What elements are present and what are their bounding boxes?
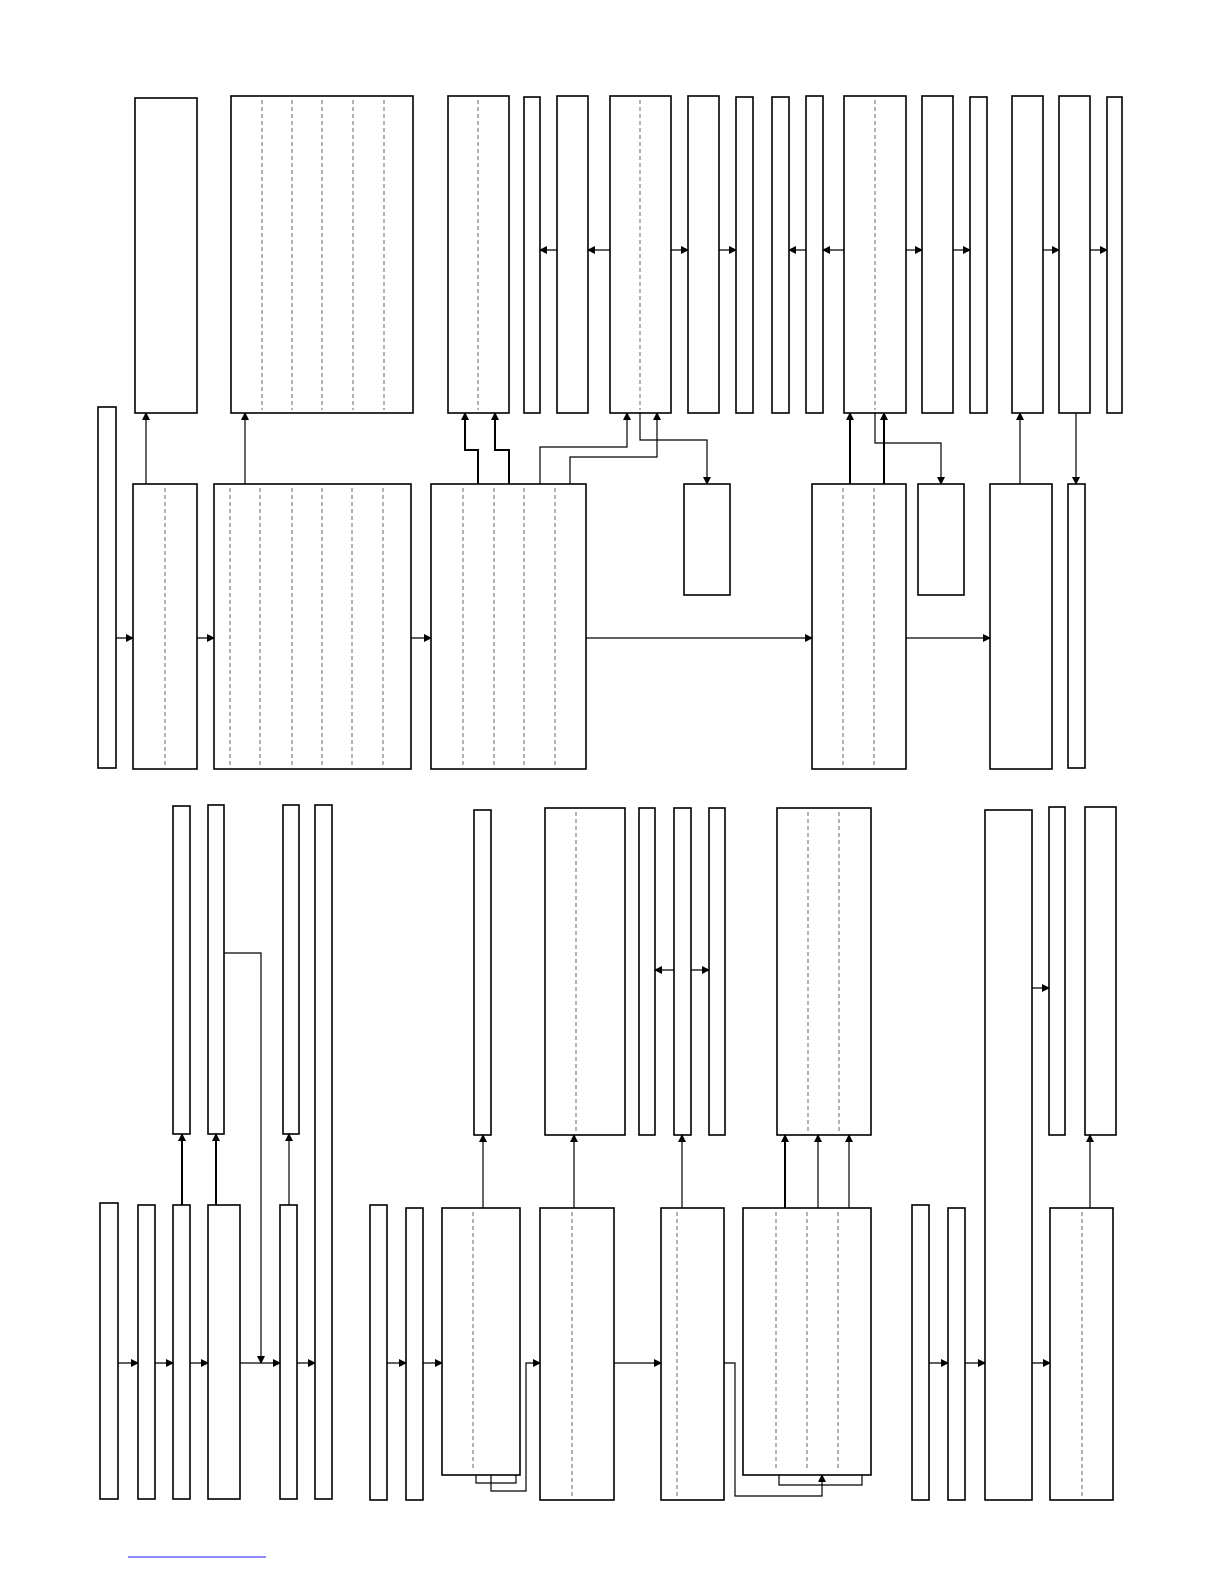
upper-block-b4 xyxy=(524,97,540,413)
upper-block-a2 xyxy=(214,484,411,769)
lower-block-e5 xyxy=(1049,807,1065,1135)
lower-block-d3 xyxy=(639,808,655,1135)
lower-block-e3 xyxy=(985,810,1032,1500)
lower-block-d4 xyxy=(674,808,691,1135)
lower-block-c4 xyxy=(540,1208,614,1500)
upper-connector xyxy=(570,413,657,484)
upper-flowchart xyxy=(98,96,1122,769)
lower-flowchart xyxy=(100,805,1116,1500)
upper-block-b1 xyxy=(135,98,197,413)
lower-block-a5 xyxy=(315,805,332,1499)
lower-block-d5 xyxy=(709,808,725,1135)
lower-block-e1 xyxy=(912,1205,929,1500)
upper-connector xyxy=(495,413,509,484)
upper-block-b3 xyxy=(448,96,509,413)
upper-block-b15 xyxy=(1059,96,1090,413)
lower-block-c2 xyxy=(406,1208,423,1500)
upper-source-block xyxy=(98,407,116,768)
lower-block-c1 xyxy=(370,1205,387,1500)
lower-block-c5 xyxy=(661,1208,724,1500)
upper-block-a3 xyxy=(431,484,586,769)
lower-block-a4 xyxy=(280,1205,297,1499)
upper-block-a5 xyxy=(812,484,906,769)
upper-block-a6 xyxy=(918,484,964,595)
lower-block-b3 xyxy=(283,805,299,1134)
lower-block-e2 xyxy=(948,1208,965,1500)
upper-connector xyxy=(465,413,478,484)
upper-block-b9 xyxy=(772,97,789,413)
upper-block-b6 xyxy=(610,96,671,413)
upper-block-b10 xyxy=(806,96,823,413)
lower-connector xyxy=(476,1475,516,1483)
upper-block-b5 xyxy=(557,96,588,413)
upper-connector xyxy=(540,413,627,484)
lower-block-e6 xyxy=(1085,807,1116,1135)
upper-block-b7 xyxy=(688,96,719,413)
lower-block-b1 xyxy=(173,806,190,1134)
lower-block-c3 xyxy=(442,1208,520,1475)
lower-block-a3 xyxy=(208,1205,240,1499)
upper-block-b12 xyxy=(922,96,953,413)
lower-block-d2 xyxy=(545,808,625,1135)
upper-block-b13 xyxy=(970,97,987,413)
upper-block-b8 xyxy=(736,97,753,413)
lower-source-block xyxy=(100,1203,118,1499)
upper-block-b16 xyxy=(1107,97,1122,413)
lower-block-b2 xyxy=(208,805,224,1134)
upper-connector xyxy=(640,413,707,484)
lower-block-a1 xyxy=(138,1205,155,1499)
upper-block-a4 xyxy=(684,484,730,595)
upper-block-b14 xyxy=(1012,96,1043,413)
lower-block-a2 xyxy=(173,1205,190,1499)
upper-block-a8 xyxy=(1068,484,1085,768)
upper-block-a7 xyxy=(990,484,1052,769)
lower-block-d6 xyxy=(777,808,871,1135)
lower-connector xyxy=(779,1475,862,1485)
lower-block-d1 xyxy=(474,810,491,1135)
lower-block-e4 xyxy=(1050,1208,1113,1500)
